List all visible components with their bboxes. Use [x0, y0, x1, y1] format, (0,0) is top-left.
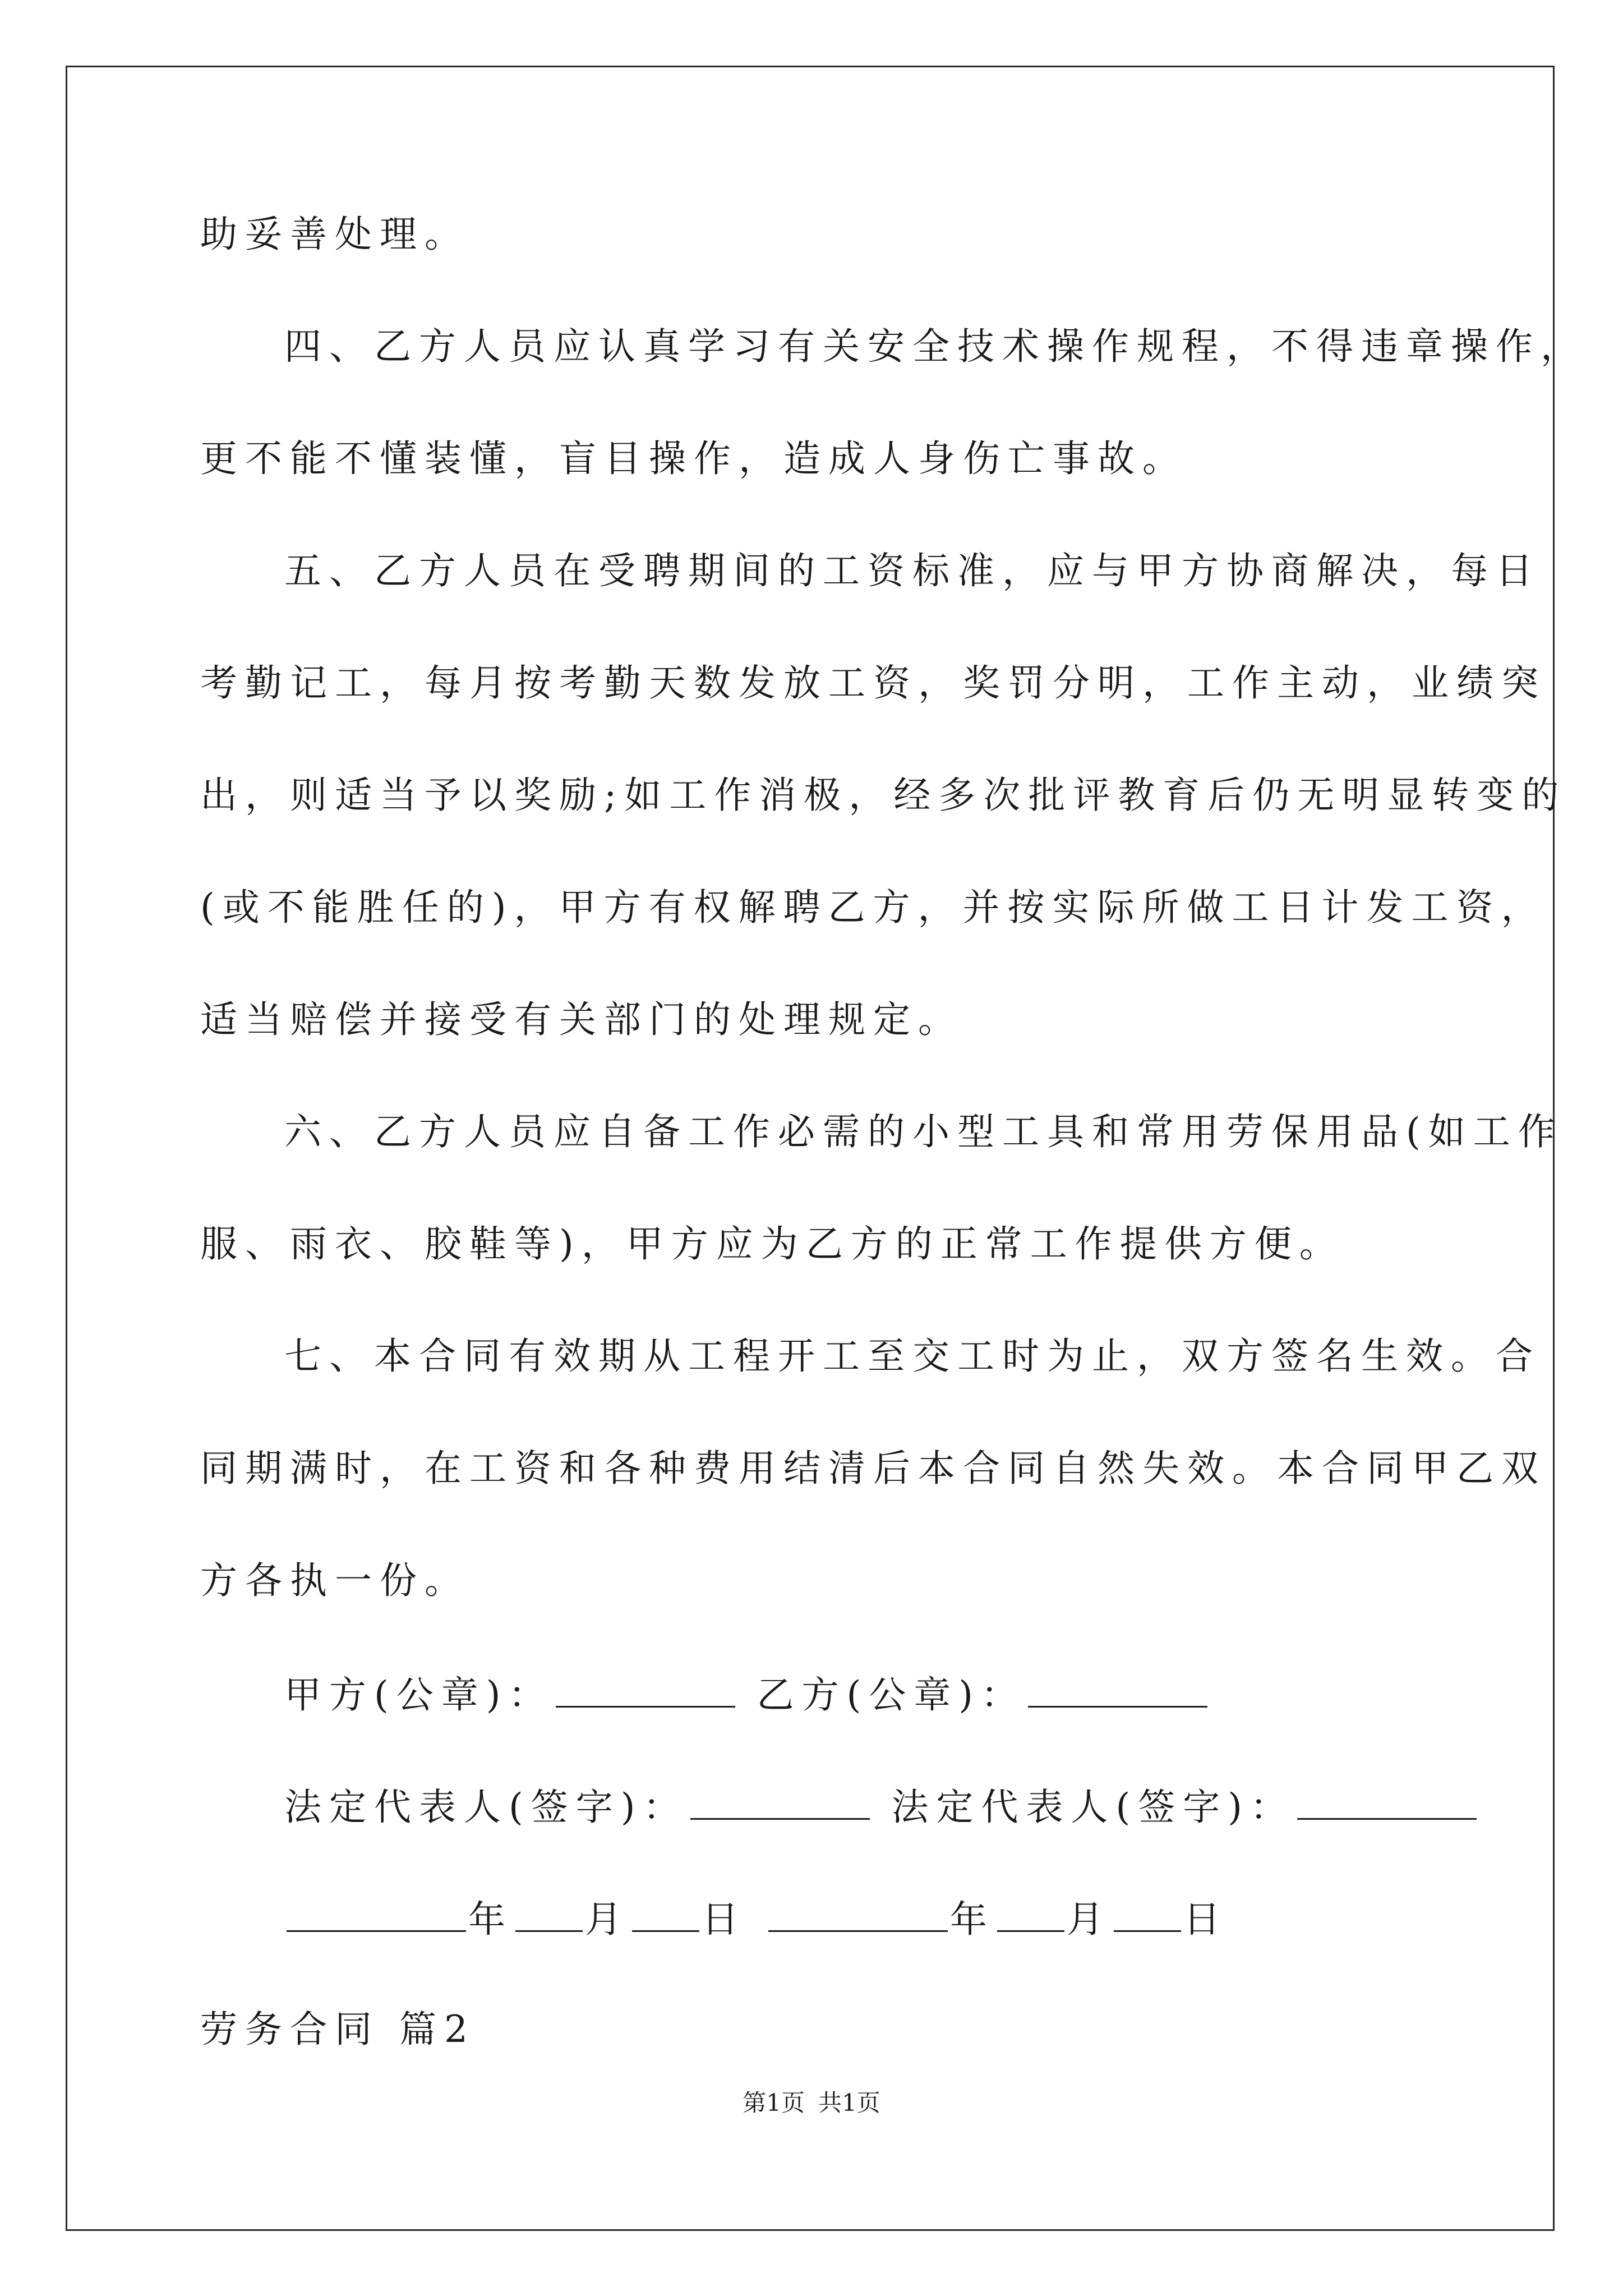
paragraph-line: 四、乙方人员应认真学习有关安全技术操作规程，不得违章操作，	[284, 325, 1585, 368]
date-a-month-blank[interactable]	[515, 1899, 583, 1932]
rep-a-blank[interactable]	[690, 1787, 870, 1820]
document-body	[200, 213, 1585, 2051]
rep-a-label: 法定代表人(签字)：	[284, 1786, 688, 1829]
paragraph-line: 六、乙方人员应自备工作必需的小型工具和常用劳保用品(如工作	[284, 1110, 1563, 1153]
date-b-year-blank[interactable]	[768, 1899, 948, 1932]
party-b-seal-blank[interactable]	[1028, 1674, 1207, 1708]
date-a-year-label: 年	[468, 1898, 513, 1941]
party-b-seal-label: 乙方(公章)：	[757, 1673, 1026, 1717]
page-footer	[0, 2091, 1623, 2115]
section-heading: 劳务合同 篇2	[200, 2008, 476, 2051]
date-b-month-blank[interactable]	[997, 1899, 1064, 1932]
party-a-seal-blank[interactable]	[556, 1674, 735, 1708]
date-b-day-label: 日	[1183, 1898, 1228, 1941]
page-current: 第1页	[743, 2089, 805, 2116]
date-b-year-label: 年	[949, 1898, 995, 1941]
paragraph-line: 考勤记工，每月按考勤天数发放工资，奖罚分明，工作主动，业绩突	[200, 661, 1546, 705]
date-b-month-label: 月	[1066, 1898, 1112, 1941]
paragraph-line: 同期满时，在工资和各种费用结清后本合同自然失效。本合同甲乙双	[200, 1447, 1546, 1490]
rep-b-label: 法定代表人(签字)：	[891, 1786, 1295, 1829]
paragraph-line: (或不能胜任的)，甲方有权解聘乙方，并按实际所做工日计发工资，	[200, 886, 1546, 929]
date-b-day-blank[interactable]	[1114, 1899, 1181, 1932]
representative-line	[200, 1786, 1456, 1829]
paragraph-line: 适当赔偿并接受有关部门的处理规定。	[200, 998, 963, 1041]
paragraph-line: 五、乙方人员在受聘期间的工资标准，应与甲方协商解决，每日	[284, 549, 1541, 592]
date-line	[200, 1898, 1456, 1941]
date-a-day-label: 日	[702, 1898, 746, 1941]
party-a-seal-label: 甲方(公章)：	[284, 1673, 554, 1717]
date-a-month-label: 月	[585, 1898, 630, 1941]
paragraph-line: 七、本合同有效期从工程开工至交工时为止，双方签名生效。合	[284, 1335, 1541, 1378]
paragraph-line: 助妥善处理。	[200, 213, 469, 256]
date-a-day-blank[interactable]	[632, 1899, 699, 1932]
paragraph-line: 服、雨衣、胶鞋等)，甲方应为乙方的正常工作提供方便。	[200, 1222, 1344, 1266]
paragraph-line: 出，则适当予以奖励;如工作消极，经多次批评教育后仍无明显转变的	[200, 774, 1567, 817]
paragraph-line: 更不能不懂装懂，盲目操作，造成人身伤亡事故。	[200, 437, 1187, 480]
page-total: 共1页	[818, 2089, 880, 2116]
party-seal-line	[200, 1673, 1456, 1717]
paragraph-line: 方各执一份。	[200, 1559, 469, 1602]
date-a-year-blank[interactable]	[287, 1899, 466, 1932]
rep-b-blank[interactable]	[1297, 1787, 1477, 1820]
